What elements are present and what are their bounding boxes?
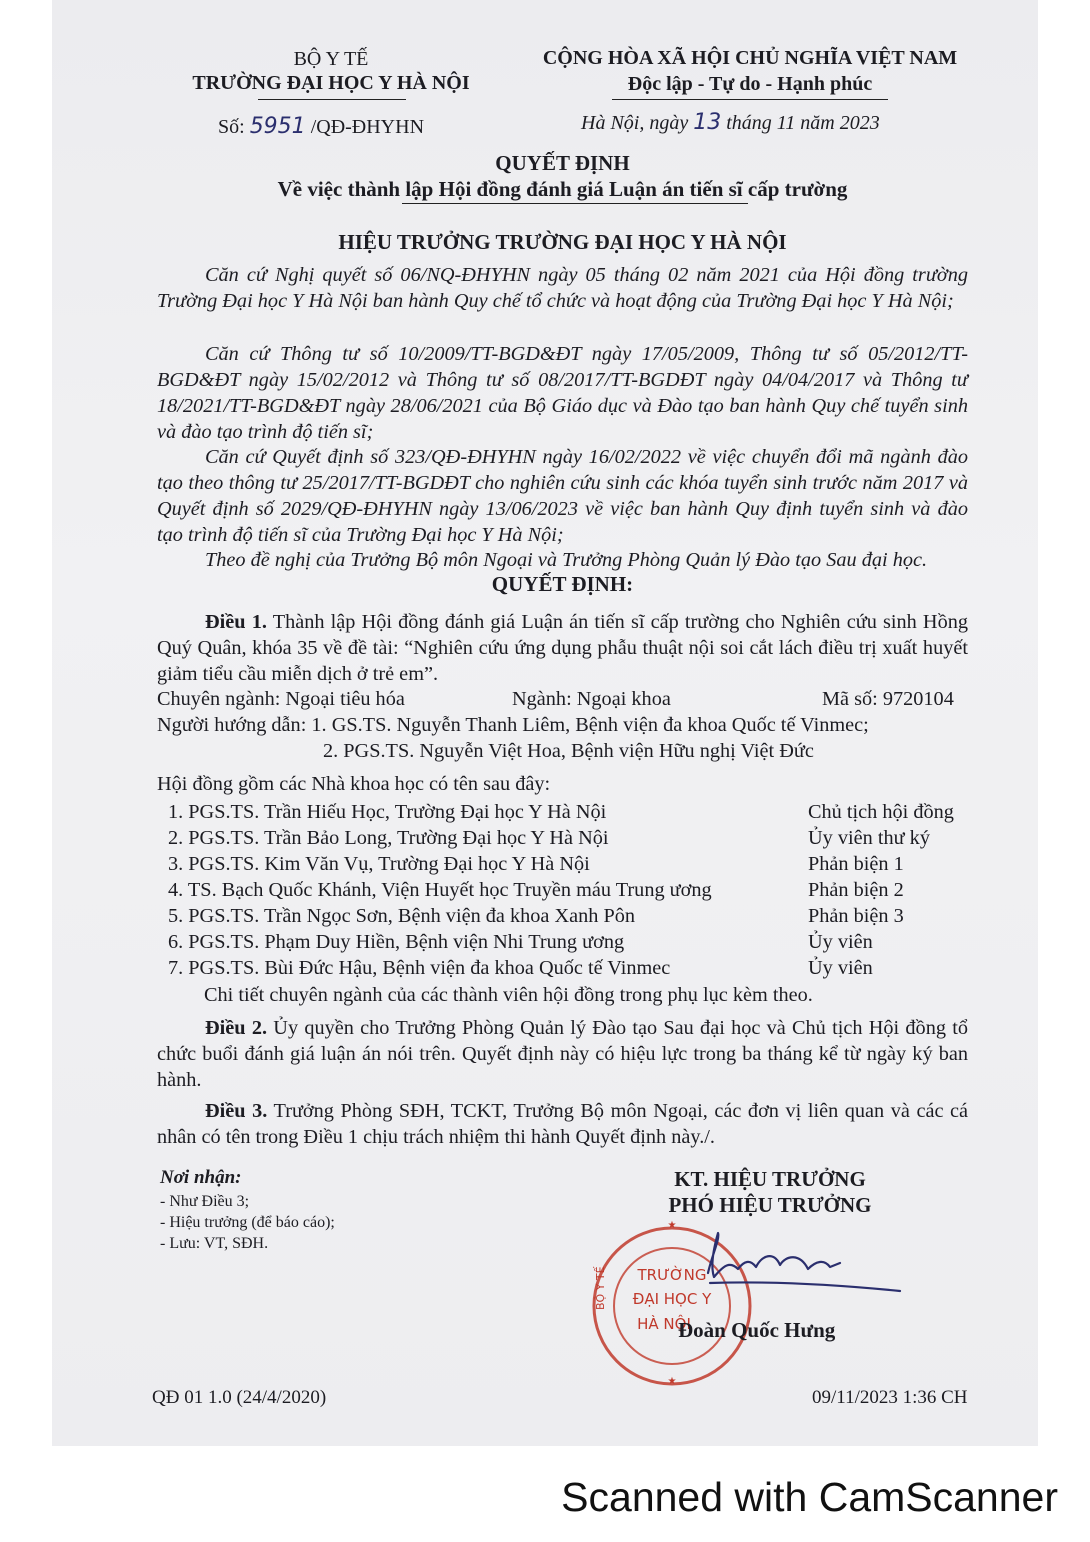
preamble-1: Căn cứ Nghị quyết số 06/NQ-ĐHYHN ngày 05 tháng 02 năm 2021 của Hội đồng trường Trường Đại học Y Hà Nội ban hành Quy chế tổ chức và hoạt động của Trường Đại học Y Hà Nội; [157,264,968,312]
council-role-2: Ủy viên thư ký [808,827,930,849]
recipients-title: Nơi nhận: [160,1167,242,1188]
country-name: CỘNG HÒA XÃ HỘI CHỦ NGHĨA VIỆT NAM [542,47,958,69]
signer-name: Đoàn Quốc Hưng [678,1318,836,1342]
subject-rule [402,203,748,204]
council-role-5: Phản biện 3 [808,905,904,927]
article-2-label: Điều 2. [205,1017,268,1039]
ministry-name: BỘ Y TẾ [293,48,369,70]
seal-text-4: BỘ Y TẾ [594,1266,607,1310]
article-1-label: Điều 1. [205,611,267,633]
seal-text-3: HÀ NỘI [637,1315,691,1333]
council-member-2: 2. PGS.TS. Trần Bảo Long, Trường Đại học Y Hà Nội [168,827,609,849]
council-member-4: 4. TS. Bạch Quốc Khánh, Viện Huyết học Truyền máu Trung ương [168,879,712,901]
decision-title: QUYẾT ĐỊNH [495,151,630,175]
article-2 [157,1015,968,1093]
article-3-text: Trưởng Phòng SĐH, TCKT, Trưởng Bộ môn Ngoại, các đơn vị liên quan và các cá nhân có tên trong Điều 1 chịu trách nhiệm thi hành Quyết định này./. [157,1100,968,1148]
number-prefix: Số: [218,116,245,138]
supervisor-2: 2. PGS.TS. Nguyễn Việt Hoa, Bệnh viện Hữu nghị Việt Đức [323,740,814,762]
handwritten-signature [690,1225,910,1305]
council-intro: Hội đồng gồm các Nhà khoa học có tên sau đây: [157,773,551,795]
appendix-note: Chi tiết chuyên ngành của các thành viên hội đồng trong phụ lục kèm theo. [204,984,813,1006]
seal-text-2: ĐẠI HỌC Y [632,1290,712,1308]
national-motto: Độc lập - Tự do - Hạnh phúc [627,73,873,95]
article-3-label: Điều 3. [205,1100,268,1122]
decision-heading: QUYẾT ĐỊNH: [491,572,634,596]
article-1-text: Thành lập Hội đồng đánh giá Luận án tiến sĩ cấp trường cho Nghiên cứu sinh Hồng Quý Quân, khóa 35 về đề tài: “Nghiên cứu ứng dụng phẫu thuật nội soi cắt lách điều trị xuất huyết giảm tiểu cầu miễn dịch ở trẻ em”. [157,611,968,685]
date-prefix: Hà Nội, ngày [581,112,689,134]
council-role-1: Chủ tịch hội đồng [808,801,954,823]
council-member-5: 5. PGS.TS. Trần Ngọc Sơn, Bệnh viện đa khoa Xanh Pôn [168,905,636,927]
supervisor-1: Người hướng dẫn: 1. GS.TS. Nguyễn Thanh Liêm, Bệnh viện đa khoa Quốc tế Vinmec; [157,714,869,736]
signature-title-1: KT. HIỆU TRƯỞNG [674,1167,866,1191]
number-suffix: /QĐ-ĐHYHN [310,116,425,138]
council-role-3: Phản biện 1 [808,853,904,875]
seal-text-1: TRƯỜNG [637,1266,707,1284]
signature-title-2: PHÓ HIỆU TRƯỞNG [668,1193,872,1217]
preamble-2: Căn cứ Thông tư số 10/2009/TT-BGD&ĐT ngày 17/05/2009, Thông tư số 05/2012/TT-BGD&ĐT ngày 15/02/2012 và Thông tư số 08/2017/TT-BGDĐT ngày 04/04/2017 và Thông tư 18/2021/TT-BGD&ĐT ngày 28/06/2021 của Bộ Giáo dục và Đào tạo ban hành Quy chế tuyển sinh và đào tạo trình độ tiến sĩ; [157,343,968,443]
form-code: QĐ 01 1.0 (24/4/2020) [152,1387,327,1408]
field: Ngành: Ngoại khoa [512,688,671,710]
council-member-6: 6. PGS.TS. Phạm Duy Hiền, Bệnh viện Nhi Trung ương [168,931,625,953]
council-role-7: Ủy viên [808,957,873,979]
date-day-handwritten: 13 [693,110,722,135]
document-date [581,110,880,135]
article-2-text: Ủy quyền cho Trưởng Phòng Quản lý Đào tạo Sau đại học và Chủ tịch Hội đồng tổ chức buổi đánh giá luận án nói trên. Quyết định này có hiệu lực trong ba tháng kể từ ngày ký ban hành. [157,1017,969,1091]
council-member-7: 7. PGS.TS. Bùi Đức Hậu, Bệnh viện đa khoa Quốc tế Vinmec [168,957,671,979]
header-right-rule [612,99,888,100]
preamble-3: Căn cứ Quyết định số 323/QĐ-ĐHYHN ngày 16/02/2022 về việc chuyển đổi mã ngành đào tạo theo thông tư 25/2017/TT-BGDĐT cho nghiên cứu sinh các khóa tuyển sinh trước năm 2017 và Quyết định số 2029/QĐ-ĐHYHN ngày 13/06/2023 về việc ban hành Quy định tuyển sinh và đào tạo trình độ tiến sĩ của Trường Đại học Y Hà Nội; [157,446,968,546]
seal-star-bottom-icon: ★ [667,1376,677,1387]
date-suffix: tháng 11 năm 2023 [726,112,880,134]
camscanner-watermark: Scanned with CamScanner [561,1474,1058,1520]
header-left-rule [258,99,406,100]
number-handwritten: 5951 [249,114,306,139]
council-role-4: Phản biện 2 [808,879,904,901]
article-3 [157,1098,968,1150]
university-name: TRƯỜNG ĐẠI HỌC Y HÀ NỘI [192,72,470,94]
council-role-6: Ủy viên [808,931,873,953]
specialty: Chuyên ngành: Ngoại tiêu hóa [157,688,405,710]
issuing-authority: HIỆU TRƯỞNG TRƯỜNG ĐẠI HỌC Y HÀ NỘI [338,230,787,254]
seal-star-top-icon: ★ [667,1220,677,1231]
article-1 [157,609,968,687]
document-number [218,114,424,139]
decision-subject: Về việc thành lập Hội đồng đánh giá Luận án tiến sĩ cấp trường [277,177,848,201]
council-member-3: 3. PGS.TS. Kim Văn Vụ, Trường Đại học Y Hà Nội [168,853,590,875]
preamble-4: Theo đề nghị của Trưởng Bộ môn Ngoại và Trưởng Phòng Quản lý Đào tạo Sau đại học. [205,549,928,571]
print-timestamp: 09/11/2023 1:36 CH [812,1387,968,1408]
recipient-3: - Lưu: VT, SĐH. [160,1235,269,1252]
recipient-1: - Như Điều 3; [160,1193,250,1210]
recipient-2: - Hiệu trưởng (để báo cáo); [160,1214,335,1231]
council-member-1: 1. PGS.TS. Trần Hiếu Học, Trường Đại học Y Hà Nội [168,801,607,823]
specialty-code: Mã số: 9720104 [822,688,954,710]
